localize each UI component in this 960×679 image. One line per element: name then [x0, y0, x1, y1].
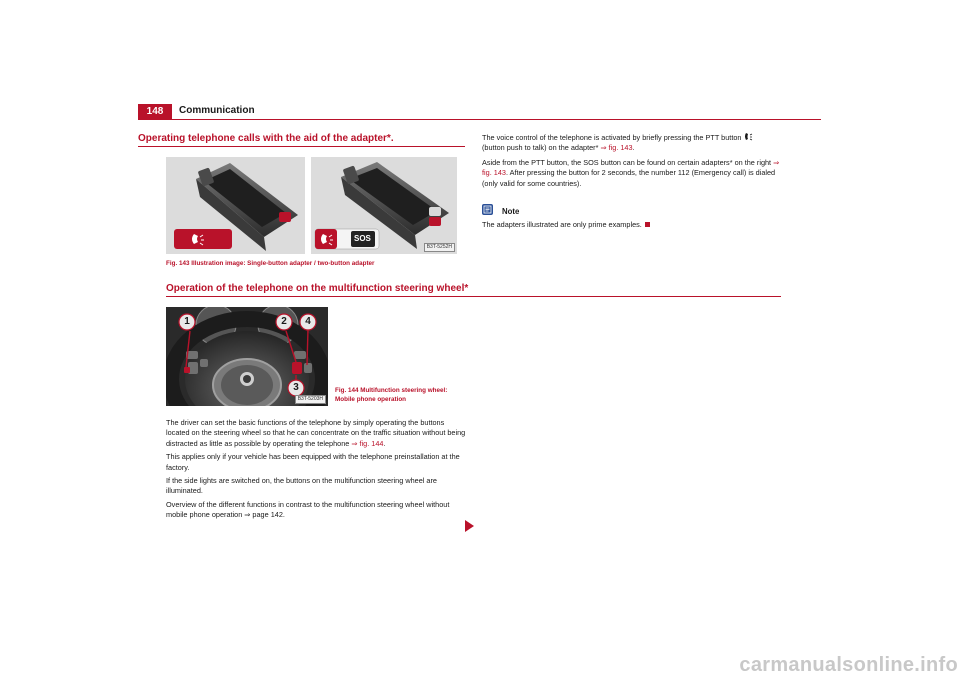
- section-heading-steering-wheel: Operation of the telephone on the multifunction steering wheel*: [166, 283, 469, 294]
- figure-single-button-adapter: [166, 157, 305, 254]
- continue-arrow-icon[interactable]: [465, 520, 474, 532]
- callout-2: 2: [281, 316, 287, 327]
- overview-paragraph: Overview of the different functions in contrast to the multifunction steering wheel without mobile phone operation ⇒ page 142.: [166, 499, 450, 520]
- preinstallation-paragraph: This applies only if your vehicle has been equipped with the telephone preinstallation at the factory.: [166, 452, 460, 472]
- end-mark-icon: [645, 222, 650, 227]
- note-text: The adapters illustrated are only prime examples.: [482, 220, 782, 230]
- chapter-title: Communication: [179, 105, 255, 116]
- sos-paragraph: Aside from the PTT button, the SOS button can be found on certain adapters* on the right ⇒ fig. 143. After pressing the button for 2 seconds, the number 112 (Emergency call) is dialed (only valid for some countries).: [482, 157, 780, 188]
- illumination-paragraph: If the side lights are switched on, the buttons on the multifunction steering wheel are illuminated.: [166, 476, 437, 496]
- section-rule-adapter: [138, 146, 465, 147]
- section-heading-adapter: Operating telephone calls with the aid of the adapter*.: [138, 133, 394, 144]
- header-rule: [138, 119, 821, 120]
- callout-1: 1: [184, 316, 190, 327]
- fig-144-link[interactable]: ⇒ fig. 144: [351, 438, 384, 448]
- figure-two-button-adapter: [311, 157, 457, 254]
- watermark: carmanualsonline.info: [739, 654, 958, 676]
- page-number: 148: [138, 104, 172, 119]
- sos-button-label: SOS: [354, 234, 371, 243]
- note-icon: [482, 204, 493, 215]
- steering-wheel-text-column: [166, 418, 466, 521]
- figure-caption-143: Fig. 143 Illustration image: Single-button adapter / two-button adapter: [166, 260, 375, 267]
- section-rule-steering-wheel: [166, 296, 781, 297]
- figure-caption-144: Fig. 144 Multifunction steering wheel: Mobile phone operation: [335, 387, 448, 403]
- figure-code: B3T-5203H: [295, 395, 326, 404]
- figure-code: B3T-5252H: [424, 243, 455, 252]
- figure-steering-wheel: [166, 307, 328, 406]
- ptt-paragraph: The voice control of the telephone is activated by briefly pressing the PTT button (button push to talk) on the adapter* ⇒ fig. 143.: [482, 132, 782, 154]
- ptt-icon: [744, 132, 754, 141]
- fig-143-link[interactable]: ⇒ fig. 143: [600, 143, 633, 153]
- fig-143-link-2[interactable]: ⇒ fig. 143: [482, 157, 780, 178]
- callout-3: 3: [293, 382, 299, 393]
- callout-4: 4: [305, 316, 311, 327]
- single-button-adapter-illustration: [166, 157, 305, 254]
- two-button-adapter-illustration: [311, 157, 457, 254]
- basic-functions-paragraph: The driver can set the basic functions of the telephone by simply operating the buttons located on the steering wheel so that he can concentrate on the traffic situation without being distracted as little as possible by operating the telephone ⇒ fig. 144.: [166, 418, 466, 448]
- adapter-text-column: [482, 132, 782, 189]
- note-title: Note: [502, 207, 520, 216]
- note-glyph: [483, 205, 492, 214]
